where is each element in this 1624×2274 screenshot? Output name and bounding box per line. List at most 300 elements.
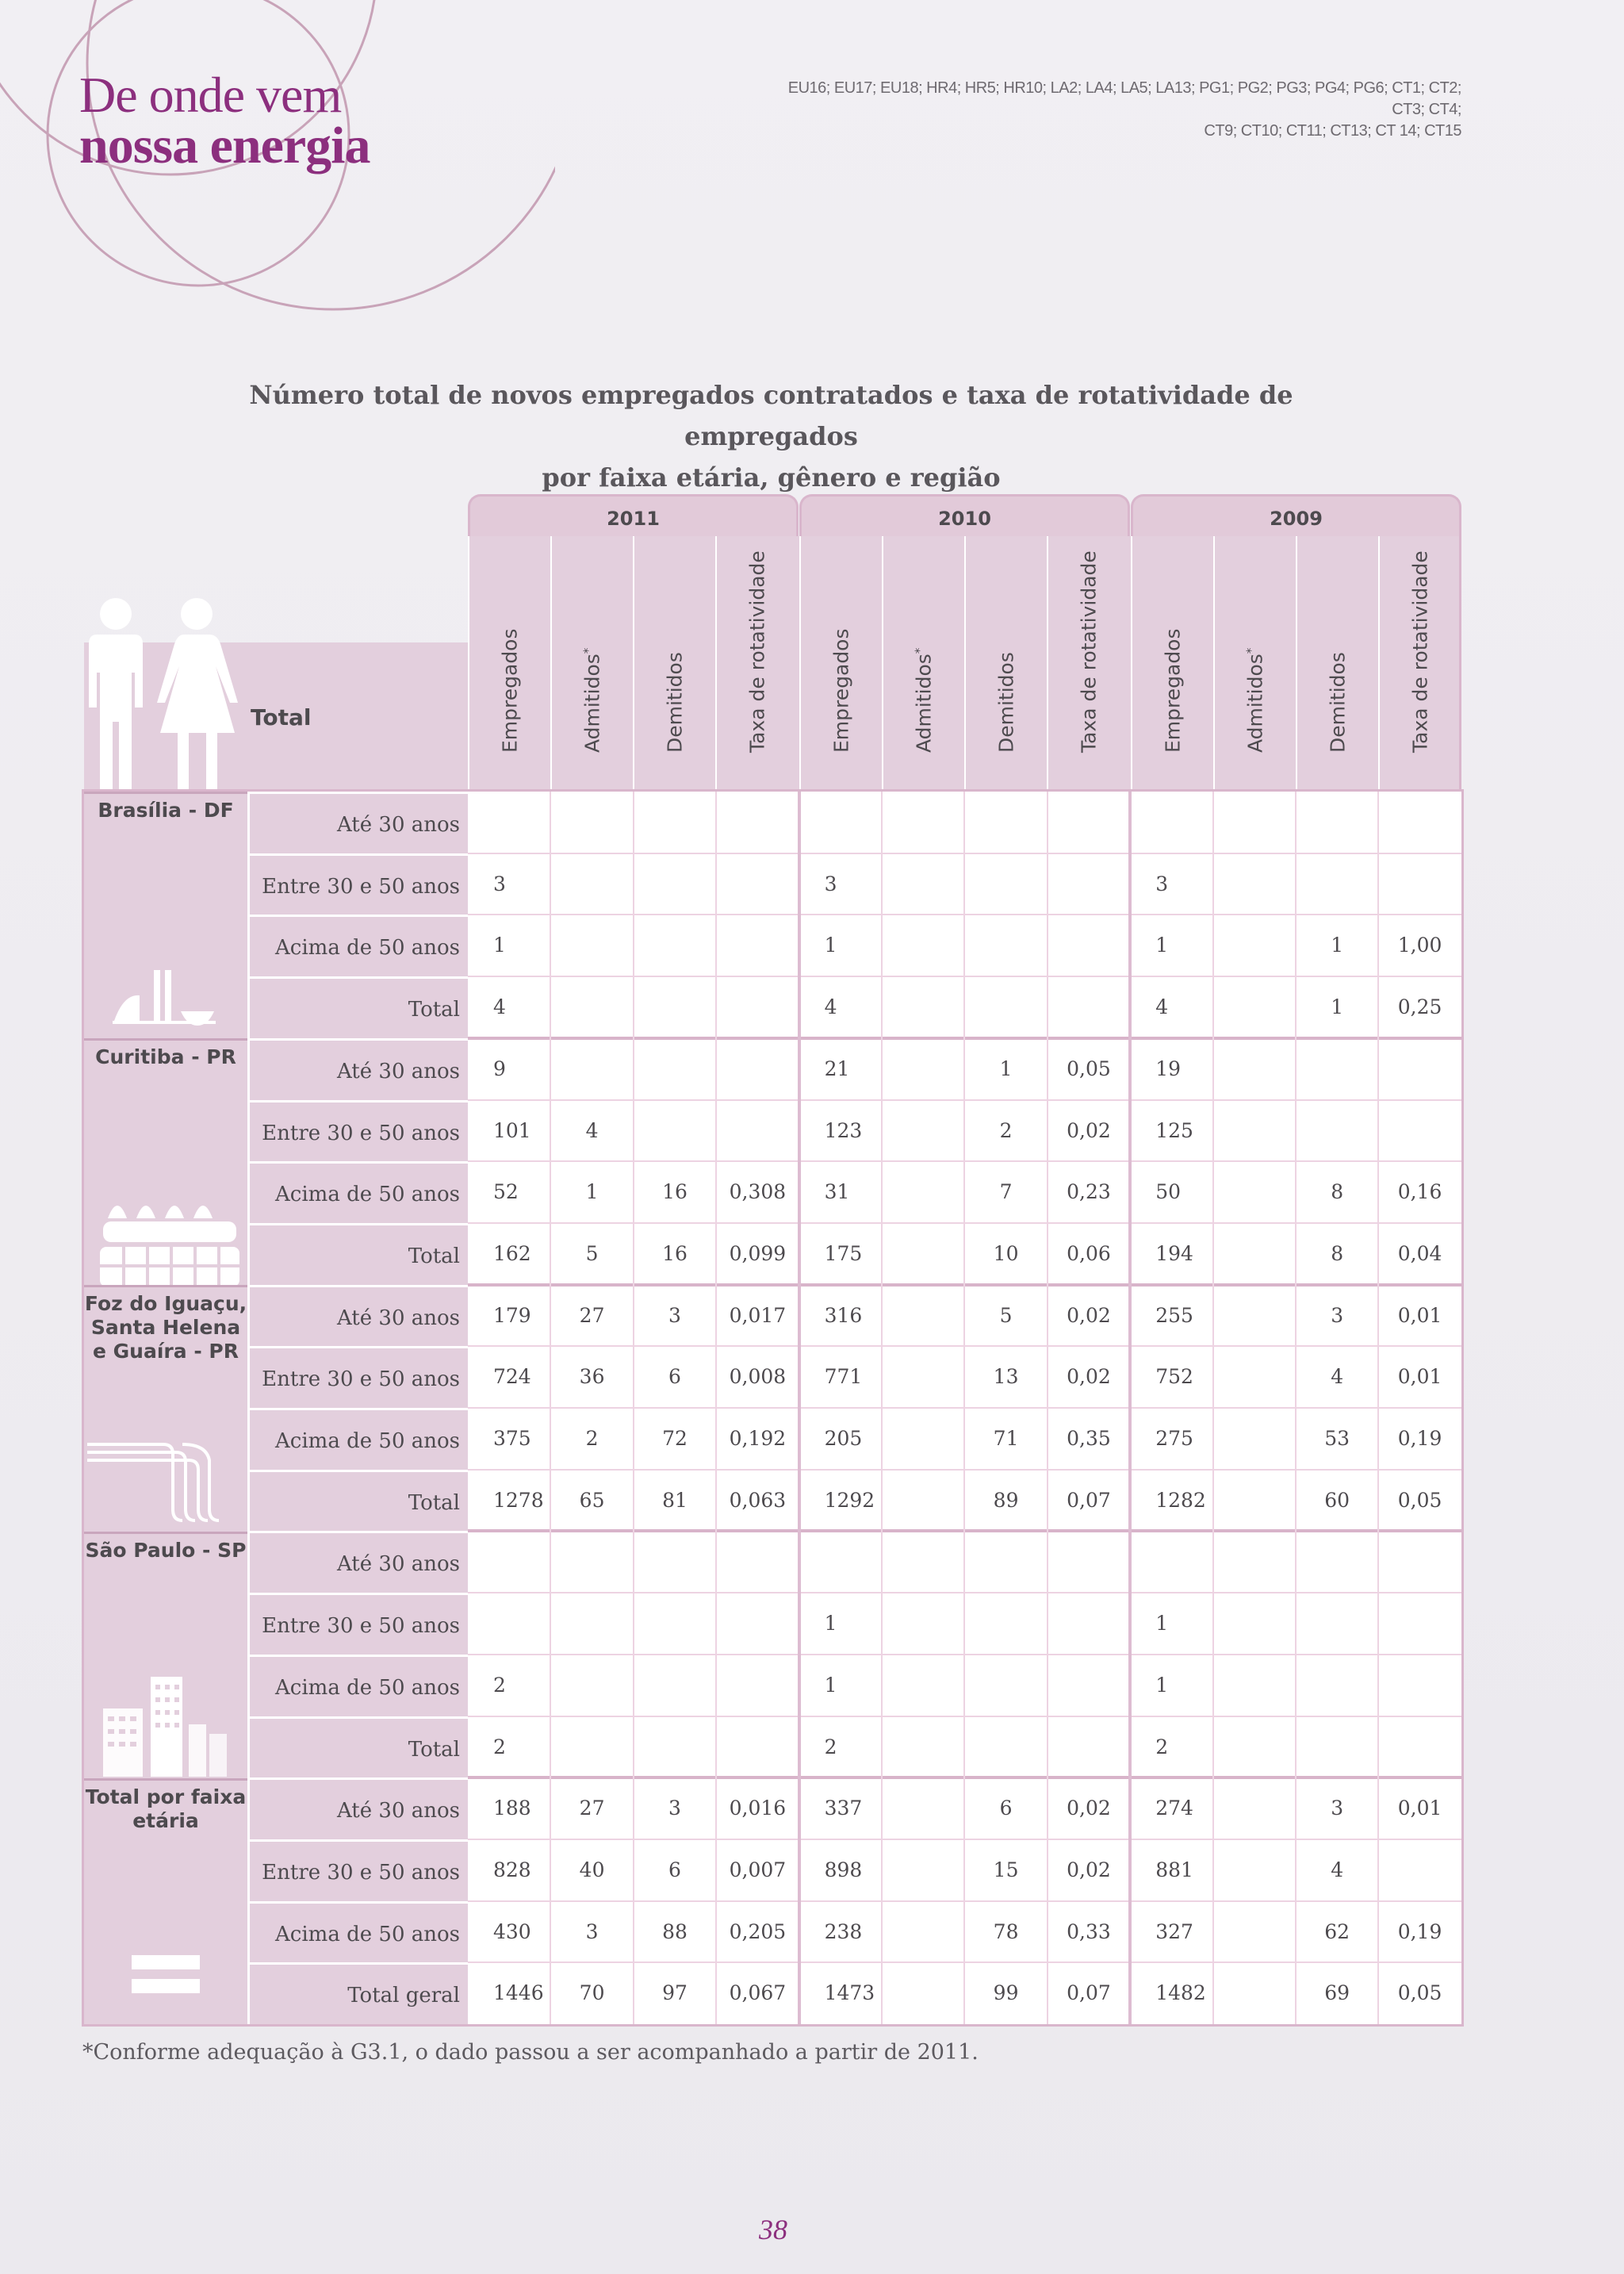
table-cell: 205 xyxy=(824,1427,863,1450)
table-cell: 97 xyxy=(662,1981,688,2005)
age-label: Até 30 anos xyxy=(247,1285,468,1347)
table-cell xyxy=(1378,1038,1461,1100)
table-cell xyxy=(1213,1839,1296,1901)
table-cell: 8 xyxy=(1331,1180,1344,1204)
table-cell: 53 xyxy=(1324,1427,1350,1450)
table-cell xyxy=(634,976,716,1038)
table-cell xyxy=(882,1285,964,1347)
age-label: Acima de 50 anos xyxy=(247,1901,468,1963)
region-name: Foz do Iguaçu, Santa Helena e Guaíra - PR xyxy=(84,1292,247,1363)
table-cell: 9 xyxy=(493,1056,506,1080)
table-cell xyxy=(964,792,1047,853)
total-header-label: Total xyxy=(251,704,312,731)
table-cell xyxy=(716,853,799,915)
table-cell: 65 xyxy=(579,1488,605,1512)
table-cell: 0,19 xyxy=(1397,1919,1442,1943)
table-cell: 4 xyxy=(824,995,837,1019)
col-header-empregados-2010: Empregados xyxy=(799,536,882,792)
table-cell xyxy=(1213,1161,1296,1223)
table-cell xyxy=(1213,1346,1296,1408)
table-cell xyxy=(1213,1408,1296,1470)
table-cell: 4 xyxy=(1331,1858,1344,1881)
table-cell xyxy=(1378,1839,1461,1901)
table-cell: 10 xyxy=(993,1241,1019,1265)
table-cell: 881 xyxy=(1155,1858,1193,1881)
page-number: 38 xyxy=(759,2214,787,2245)
column-divider xyxy=(1212,792,1214,2024)
table-cell: 6 xyxy=(668,1858,681,1881)
table-cell: 327 xyxy=(1155,1919,1193,1943)
col-header-taxa-2011: Taxa de rotatividade xyxy=(715,536,798,792)
table-cell xyxy=(1213,915,1296,976)
table-cell xyxy=(882,792,964,853)
table-cell xyxy=(634,1655,716,1716)
table-cell xyxy=(882,1408,964,1470)
table-cell: 1 xyxy=(493,934,506,957)
table-cell: 275 xyxy=(1155,1427,1193,1450)
table-cell xyxy=(1378,1531,1461,1593)
region-foz-do-iguacu xyxy=(84,1285,247,1532)
table-cell xyxy=(1213,1901,1296,1963)
table-cell xyxy=(634,853,716,915)
decorative-circles xyxy=(0,0,555,365)
table-cell xyxy=(882,1038,964,1100)
table-cell xyxy=(716,1593,799,1655)
table-cell xyxy=(882,1655,964,1716)
table-cell xyxy=(550,1655,633,1716)
table-cell xyxy=(1048,792,1130,853)
table-cell: 4 xyxy=(585,1118,599,1142)
table-cell xyxy=(964,1655,1047,1716)
column-divider xyxy=(798,792,801,2024)
table-cell: 3 xyxy=(668,1303,681,1327)
gri-codes-line1: EU16; EU17; EU18; HR4; HR5; HR10; LA2; LA4; LA5; LA13; PG1; PG2; PG3; PG4; PG6; CT1; CT2; CT3; CT4; xyxy=(787,79,1461,118)
age-label: Até 30 anos xyxy=(247,1038,468,1100)
table-cell: 81 xyxy=(662,1488,688,1512)
table-cell: 3 xyxy=(1331,1303,1344,1327)
region-curitiba xyxy=(84,1038,247,1285)
col-header-admitidos-2010: Admitidos* xyxy=(882,536,964,792)
table-cell xyxy=(550,1716,633,1778)
table-cell: 0,07 xyxy=(1067,1488,1111,1512)
table-cell xyxy=(1378,1655,1461,1716)
table-cell: 0,007 xyxy=(729,1858,787,1881)
table-cell xyxy=(716,1100,799,1162)
table-cell: 0,01 xyxy=(1397,1365,1442,1389)
col-header-taxa-2010: Taxa de rotatividade xyxy=(1047,536,1129,792)
table-cell: 0,35 xyxy=(1067,1427,1111,1450)
dam-pipes-icon xyxy=(87,1438,222,1525)
table-cell: 1 xyxy=(1155,934,1169,957)
table-cell xyxy=(1130,1531,1212,1593)
table-cell: 1 xyxy=(999,1056,1013,1080)
table-cell: 375 xyxy=(493,1427,531,1450)
table-cell xyxy=(1048,1655,1130,1716)
age-label: Entre 30 e 50 anos xyxy=(247,1346,468,1408)
table-title xyxy=(159,374,1384,498)
table-cell: 69 xyxy=(1324,1981,1350,2005)
table-cell: 2 xyxy=(824,1735,837,1758)
age-label: Até 30 anos xyxy=(247,1531,468,1593)
table-cell: 1473 xyxy=(824,1981,875,2005)
table-cell xyxy=(1213,1593,1296,1655)
table-cell xyxy=(634,1100,716,1162)
table-cell xyxy=(1296,1100,1378,1162)
table-cell: 1 xyxy=(824,1673,837,1697)
table-cell: 6 xyxy=(999,1797,1013,1820)
age-label: Entre 30 e 50 anos xyxy=(247,1839,468,1901)
table-cell xyxy=(1048,853,1130,915)
table-cell: 1292 xyxy=(824,1488,875,1512)
col-header-empregados-2009: Empregados xyxy=(1131,536,1213,792)
table-cell xyxy=(882,915,964,976)
table-cell xyxy=(716,1038,799,1100)
age-label: Acima de 50 anos xyxy=(247,1655,468,1716)
table-cell xyxy=(550,853,633,915)
table-cell: 3 xyxy=(1331,1797,1344,1820)
table-cell: 52 xyxy=(493,1180,519,1204)
col-header-empregados-2011: Empregados xyxy=(468,536,550,792)
table-cell xyxy=(634,1038,716,1100)
table-cell: 162 xyxy=(493,1241,531,1265)
table-cell xyxy=(634,1593,716,1655)
table-cell: 71 xyxy=(993,1427,1019,1450)
table-cell xyxy=(1130,792,1212,853)
table-cell: 1278 xyxy=(493,1488,544,1512)
table-cell xyxy=(550,1038,633,1100)
table-cell xyxy=(634,1531,716,1593)
col-header-demitidos-2009: Demitidos xyxy=(1296,536,1378,792)
skyline-icon xyxy=(103,1677,227,1777)
age-label: Total xyxy=(247,976,468,1038)
footnote: *Conforme adequação à G3.1, o dado passou a ser acompanhado a partir de 2011. xyxy=(82,2040,979,2065)
column-divider xyxy=(633,792,634,2024)
table-cell xyxy=(716,915,799,976)
table-cell: 0,099 xyxy=(729,1241,787,1265)
table-cell xyxy=(1296,1655,1378,1716)
age-label: Acima de 50 anos xyxy=(247,1408,468,1470)
table-cell: 27 xyxy=(579,1303,605,1327)
table-cell: 3 xyxy=(668,1797,681,1820)
table-cell: 125 xyxy=(1155,1118,1193,1142)
table-cell: 0,205 xyxy=(729,1919,787,1943)
table-cell xyxy=(468,1593,550,1655)
table-cell: 0,05 xyxy=(1397,1981,1442,2005)
table-cell xyxy=(468,1531,550,1593)
table-cell xyxy=(882,1223,964,1285)
table-cell: 3 xyxy=(585,1919,599,1943)
table-cell: 1482 xyxy=(1155,1981,1206,2005)
table-cell xyxy=(716,1655,799,1716)
table-cell xyxy=(882,1716,964,1778)
column-divider xyxy=(1047,792,1048,2024)
age-label: Entre 30 e 50 anos xyxy=(247,1100,468,1162)
table-cell xyxy=(882,1470,964,1532)
table-cell xyxy=(1048,1716,1130,1778)
table-cell xyxy=(1378,792,1461,853)
table-cell xyxy=(550,915,633,976)
table-cell: 0,02 xyxy=(1067,1118,1111,1142)
table-cell: 0,06 xyxy=(1067,1241,1111,1265)
table-cell: 78 xyxy=(993,1919,1019,1943)
table-cell xyxy=(1378,1100,1461,1162)
table-cell: 0,07 xyxy=(1067,1981,1111,2005)
table-cell: 1 xyxy=(1331,995,1344,1019)
year-tab-2009: 2009 xyxy=(1131,494,1461,537)
table-cell xyxy=(550,1593,633,1655)
table-cell: 1 xyxy=(585,1180,599,1204)
region-name: São Paulo - SP xyxy=(85,1539,247,1562)
age-label: Entre 30 e 50 anos xyxy=(247,853,468,915)
column-divider xyxy=(1295,792,1297,2024)
gri-codes-line2: CT9; CT10; CT11; CT13; CT 14; CT15 xyxy=(1204,122,1461,140)
table-cell: 16 xyxy=(662,1180,688,1204)
table-cell xyxy=(1213,1962,1296,2024)
col-header-demitidos-2011: Demitidos xyxy=(633,536,715,792)
table-cell: 828 xyxy=(493,1858,531,1881)
table-cell xyxy=(882,1901,964,1963)
table-cell: 752 xyxy=(1155,1365,1193,1389)
table-cell: 898 xyxy=(824,1858,863,1881)
table-title-line2: por faixa etária, gênero e região xyxy=(542,462,1001,493)
table-cell: 1 xyxy=(1155,1612,1169,1636)
table-cell: 27 xyxy=(579,1797,605,1820)
table-cell: 0,01 xyxy=(1397,1303,1442,1327)
year-tab-2010: 2010 xyxy=(799,494,1130,537)
table-cell xyxy=(1213,1470,1296,1532)
table-cell xyxy=(1296,1716,1378,1778)
table-title-line1: Número total de novos empregados contratados e taxa de rotatividade de empregados xyxy=(249,380,1293,451)
region-name: Brasília - DF xyxy=(98,799,234,822)
table-cell: 0,25 xyxy=(1397,995,1442,1019)
table-cell: 0,016 xyxy=(729,1797,787,1820)
table-cell xyxy=(1213,1100,1296,1162)
table-cell xyxy=(1213,1655,1296,1716)
table-cell xyxy=(799,792,882,853)
table-cell: 2 xyxy=(999,1118,1013,1142)
table-cell xyxy=(882,1777,964,1839)
table-cell xyxy=(468,792,550,853)
table-cell xyxy=(1213,1777,1296,1839)
column-divider xyxy=(881,792,883,2024)
table-cell: 0,063 xyxy=(729,1488,787,1512)
table-cell: 36 xyxy=(579,1365,605,1389)
region-name: Total por faixa etária xyxy=(85,1785,247,1832)
table-cell xyxy=(1213,1038,1296,1100)
table-cell xyxy=(1296,792,1378,853)
table-cell: 175 xyxy=(824,1241,863,1265)
column-divider xyxy=(1377,792,1379,2024)
table-cell: 0,23 xyxy=(1067,1180,1111,1204)
column-divider xyxy=(963,792,965,2024)
table-cell: 0,01 xyxy=(1397,1797,1442,1820)
table-cell xyxy=(1296,1531,1378,1593)
table-cell: 0,05 xyxy=(1397,1488,1442,1512)
table-cell: 1 xyxy=(824,1612,837,1636)
table-cell xyxy=(882,1100,964,1162)
table-cell xyxy=(882,853,964,915)
equals-icon xyxy=(132,1952,200,1996)
data-grid xyxy=(468,792,1461,2024)
table-cell: 1 xyxy=(1331,934,1344,957)
table-cell: 274 xyxy=(1155,1797,1193,1820)
table-cell: 0,308 xyxy=(729,1180,787,1204)
table-cell: 2 xyxy=(585,1427,599,1450)
table-cell: 188 xyxy=(493,1797,531,1820)
table-cell: 0,16 xyxy=(1397,1180,1442,1204)
column-divider xyxy=(715,792,717,2024)
curitiba-building-icon xyxy=(100,1187,239,1287)
age-label: Total xyxy=(247,1223,468,1285)
table-cell: 0,067 xyxy=(729,1981,787,2005)
table-cell: 2 xyxy=(493,1735,506,1758)
brasilia-congress-icon xyxy=(113,964,216,1027)
table-cell xyxy=(634,1716,716,1778)
table-cell: 0,02 xyxy=(1067,1303,1111,1327)
table-cell: 123 xyxy=(824,1118,863,1142)
table-cell: 2 xyxy=(1155,1735,1169,1758)
table-cell: 1 xyxy=(824,934,837,957)
table-cell: 4 xyxy=(1331,1365,1344,1389)
table-cell xyxy=(1213,976,1296,1038)
table-cell xyxy=(634,792,716,853)
table-cell: 179 xyxy=(493,1303,531,1327)
table-cell xyxy=(1296,1038,1378,1100)
table-cell: 0,04 xyxy=(1397,1241,1442,1265)
table-cell: 62 xyxy=(1324,1919,1350,1943)
table-cell xyxy=(964,915,1047,976)
table-cell: 771 xyxy=(824,1365,863,1389)
table-cell: 15 xyxy=(993,1858,1019,1881)
table-cell: 99 xyxy=(993,1981,1019,2005)
table-cell: 19 xyxy=(1155,1056,1181,1080)
table-cell xyxy=(1048,1531,1130,1593)
table-cell xyxy=(716,1716,799,1778)
table-cell: 724 xyxy=(493,1365,531,1389)
table-cell: 40 xyxy=(579,1858,605,1881)
table-cell xyxy=(1213,1531,1296,1593)
table-cell xyxy=(1213,1223,1296,1285)
table-cell xyxy=(964,1716,1047,1778)
col-header-demitidos-2010: Demitidos xyxy=(964,536,1047,792)
table-cell xyxy=(634,915,716,976)
section-title-line2: nossa energia xyxy=(79,117,370,174)
table-cell: 4 xyxy=(493,995,506,1019)
table-cell xyxy=(882,1962,964,2024)
gri-indicator-codes xyxy=(761,78,1461,142)
table-cell: 194 xyxy=(1155,1241,1193,1265)
age-label: Entre 30 e 50 anos xyxy=(247,1593,468,1655)
table-cell xyxy=(882,1346,964,1408)
table-cell xyxy=(882,1161,964,1223)
table-cell: 5 xyxy=(585,1241,599,1265)
table-cell: 16 xyxy=(662,1241,688,1265)
table-cell: 31 xyxy=(824,1180,850,1204)
column-divider xyxy=(1128,792,1132,2024)
table-cell: 70 xyxy=(579,1981,605,2005)
year-tab-2011: 2011 xyxy=(468,494,799,537)
table-cell xyxy=(1296,853,1378,915)
table-cell xyxy=(1213,792,1296,853)
table-cell xyxy=(964,1531,1047,1593)
region-total-faixa-etaria xyxy=(84,1778,247,2024)
table-cell: 0,02 xyxy=(1067,1797,1111,1820)
age-label: Até 30 anos xyxy=(247,792,468,853)
table-cell xyxy=(1378,853,1461,915)
table-cell: 5 xyxy=(999,1303,1013,1327)
people-icon xyxy=(79,596,242,792)
table-cell: 50 xyxy=(1155,1180,1181,1204)
table-cell xyxy=(550,792,633,853)
table-cell: 1446 xyxy=(493,1981,544,2005)
table-cell xyxy=(964,853,1047,915)
region-name: Curitiba - PR xyxy=(95,1045,236,1068)
table-cell: 7 xyxy=(999,1180,1013,1204)
table-cell: 6 xyxy=(668,1365,681,1389)
table-cell: 72 xyxy=(662,1427,688,1450)
table-cell xyxy=(550,1531,633,1593)
table-cell: 60 xyxy=(1324,1488,1350,1512)
table-cell: 430 xyxy=(493,1919,531,1943)
table-cell: 1282 xyxy=(1155,1488,1206,1512)
age-label: Acima de 50 anos xyxy=(247,1161,468,1223)
col-header-admitidos-2009: Admitidos* xyxy=(1213,536,1296,792)
table-cell: 8 xyxy=(1331,1241,1344,1265)
table-cell xyxy=(1048,1593,1130,1655)
table-cell xyxy=(1213,853,1296,915)
table-cell: 0,33 xyxy=(1067,1919,1111,1943)
table-cell: 21 xyxy=(824,1056,850,1080)
table-cell xyxy=(882,1531,964,1593)
table-cell: 0,02 xyxy=(1067,1365,1111,1389)
table-cell xyxy=(882,1593,964,1655)
table-cell xyxy=(716,976,799,1038)
table-cell xyxy=(1378,1593,1461,1655)
age-label: Acima de 50 anos xyxy=(247,915,468,976)
table-cell xyxy=(964,976,1047,1038)
table-cell: 2 xyxy=(493,1673,506,1697)
table-cell xyxy=(716,792,799,853)
table-cell: 88 xyxy=(662,1919,688,1943)
region-brasilia xyxy=(84,792,247,1038)
table-cell xyxy=(1048,915,1130,976)
age-label: Total xyxy=(247,1716,468,1778)
table-cell: 0,008 xyxy=(729,1365,787,1389)
age-label: Total xyxy=(247,1470,468,1532)
section-title xyxy=(79,67,370,174)
table-cell: 13 xyxy=(993,1365,1019,1389)
table-cell xyxy=(1048,976,1130,1038)
table-cell xyxy=(882,1839,964,1901)
table-cell xyxy=(1378,1716,1461,1778)
col-header-taxa-2009: Taxa de rotatividade xyxy=(1378,536,1461,792)
table-cell: 89 xyxy=(993,1488,1019,1512)
col-header-admitidos-2011: Admitidos* xyxy=(550,536,633,792)
table-cell: 3 xyxy=(493,872,506,895)
table-cell: 3 xyxy=(1155,872,1169,895)
table-cell xyxy=(964,1593,1047,1655)
table-cell xyxy=(1213,1716,1296,1778)
table-cell: 1 xyxy=(1155,1673,1169,1697)
table-cell: 0,02 xyxy=(1067,1858,1111,1881)
table-cell xyxy=(1213,1285,1296,1347)
table-cell: 255 xyxy=(1155,1303,1193,1327)
section-title-line1: De onde vem xyxy=(79,67,342,123)
table-cell xyxy=(1296,1593,1378,1655)
age-label: Até 30 anos xyxy=(247,1777,468,1839)
table-cell xyxy=(799,1531,882,1593)
table-cell: 0,19 xyxy=(1397,1427,1442,1450)
